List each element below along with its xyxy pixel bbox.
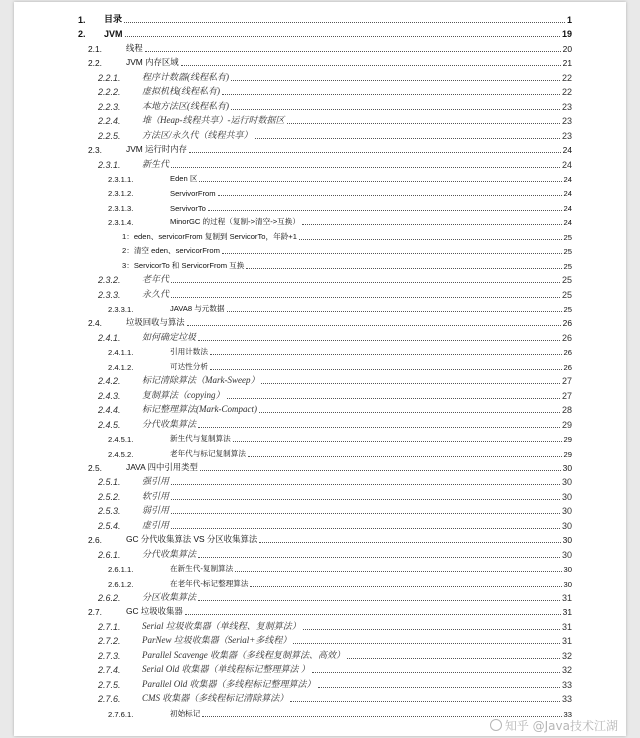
toc-dot-leader: [318, 686, 560, 688]
toc-entry[interactable]: [88, 143, 572, 155]
toc-dot-leader: [171, 483, 560, 485]
toc-dot-leader: [198, 426, 560, 428]
toc-entry-title: Parallel Old 收集器（多线程标记整理算法）: [142, 678, 316, 689]
toc-entry[interactable]: [98, 663, 572, 675]
toc-entry-page: 25: [563, 232, 572, 242]
toc-entry-title: 如何确定垃圾: [142, 331, 197, 342]
toc-entry-title: 分区收集算法: [142, 592, 197, 602]
toc-entry[interactable]: [98, 389, 572, 401]
toc-dot-leader: [222, 252, 562, 254]
toc-entry[interactable]: [98, 591, 572, 603]
toc-dot-leader: [187, 324, 561, 326]
toc-entry[interactable]: [108, 432, 572, 444]
toc-entry[interactable]: [108, 215, 572, 227]
toc-entry-number: 2.7.5.: [98, 679, 121, 690]
toc-entry-title: GC 垃圾收集器: [126, 606, 183, 617]
toc-entry-page: 29: [563, 435, 572, 445]
toc-entry-page: 19: [561, 29, 572, 40]
toc-entry-number: 2.7.2.: [98, 636, 121, 647]
toc-entry-number: 2：: [122, 246, 134, 256]
toc-entry-page: 25: [561, 289, 572, 300]
toc-entry-title: 老年代: [142, 274, 170, 285]
toc-entry-number: 2.4.1.1.: [108, 348, 134, 358]
toc-entry[interactable]: [78, 13, 572, 25]
toc-entry-title: 本地方法区(线程私有): [142, 100, 229, 111]
toc-entry-number: 2.2.4.: [98, 116, 121, 127]
toc-entry-page: 28: [561, 405, 572, 416]
toc-entry-title: 强引用: [142, 476, 170, 487]
toc-entry-page: 1: [566, 15, 572, 25]
toc-dot-leader: [347, 657, 560, 659]
toc-entry-number: 2.5.2.: [98, 491, 121, 502]
toc-entry-title: 在新生代-复制算法: [170, 564, 234, 574]
toc-entry-title: 永久代: [142, 288, 170, 299]
toc-entry[interactable]: [122, 230, 572, 242]
toc-entry-title: 初始标记: [170, 708, 201, 718]
toc-entry[interactable]: [98, 649, 572, 661]
toc-entry-page: 25: [561, 275, 572, 286]
toc-entry-page: 24: [562, 145, 572, 156]
toc-entry-page: 25: [563, 247, 572, 257]
toc-entry-title: 线程: [126, 42, 143, 53]
toc-entry-page: 29: [563, 449, 572, 459]
toc-dot-leader: [222, 93, 560, 95]
toc-entry-number: 2.7.: [88, 607, 102, 618]
toc-entry-title: GC 分代收集算法 VS 分区收集算法: [126, 534, 258, 545]
toc-entry[interactable]: [88, 42, 572, 54]
toc-entry-page: 30: [561, 491, 572, 502]
toc-entry[interactable]: [88, 56, 572, 68]
toc-entry[interactable]: [98, 475, 572, 487]
toc-entry-number: 2.3.1.2.: [108, 189, 134, 199]
toc-entry[interactable]: [88, 316, 572, 328]
toc-entry[interactable]: [108, 172, 572, 184]
toc-entry-title: 分代收集算法: [142, 418, 197, 429]
toc-dot-leader: [181, 64, 561, 66]
toc-entry-page: 33: [561, 694, 572, 705]
toc-entry[interactable]: [98, 273, 572, 285]
toc-entry[interactable]: [108, 447, 572, 459]
toc-entry[interactable]: [78, 27, 572, 39]
toc-dot-leader: [259, 541, 560, 543]
toc-entry-page: 23: [561, 101, 572, 112]
toc-entry-number: 2.4.5.: [98, 419, 121, 430]
toc-entry-title: MinorGC 的过程（复制->清空->互换）: [170, 217, 300, 227]
toc-entry-title: 老年代与标记复制算法: [170, 448, 246, 458]
toc-dot-leader: [189, 151, 561, 153]
toc-entry[interactable]: [108, 562, 572, 574]
toc-entry[interactable]: [98, 692, 572, 704]
toc-dot-leader: [218, 194, 562, 196]
toc-entry-page: 26: [561, 332, 572, 343]
toc-entry-number: 2.4.3.: [98, 390, 121, 401]
toc-dot-leader: [124, 21, 565, 23]
toc-entry-number: 2.2.3.: [98, 101, 121, 112]
toc-entry-page: 26: [563, 348, 572, 358]
toc-dot-leader: [312, 671, 560, 673]
toc-entry-title: 清空 eden、servicorFrom: [133, 246, 220, 256]
toc-entry[interactable]: [122, 244, 572, 256]
toc-entry-number: 2.4.5.1.: [108, 435, 134, 445]
toc-entry-page: 31: [561, 621, 572, 632]
toc-entry-number: 2.5.: [88, 462, 102, 473]
toc-dot-leader: [145, 50, 561, 52]
toc-dot-leader: [231, 79, 560, 81]
toc-dot-leader: [171, 498, 560, 500]
toc-entry-number: 2.3.: [88, 145, 102, 156]
toc-dot-leader: [171, 512, 560, 514]
toc-dot-leader: [171, 527, 560, 529]
toc-entry-title: JAVA 四中引用类型: [126, 461, 198, 472]
toc-entry-title: 目录: [104, 14, 123, 24]
toc-dot-leader: [235, 570, 561, 572]
toc-entry[interactable]: [98, 418, 572, 430]
toc-entry[interactable]: [98, 403, 572, 415]
toc-entry-title: JVM: [104, 29, 123, 40]
toc-entry-number: 2.2.1.: [98, 72, 121, 83]
toc-entry-number: 2.5.1.: [98, 477, 121, 488]
toc-entry-page: 23: [561, 116, 572, 127]
toc-entry-number: 3：: [122, 260, 134, 270]
toc-entry[interactable]: [98, 374, 572, 386]
toc-dot-leader: [198, 339, 560, 341]
toc-entry[interactable]: [108, 360, 572, 372]
toc-entry-title: 标记清除算法（Mark-Sweep）: [142, 375, 260, 386]
toc-entry-number: 1.: [78, 15, 86, 25]
toc-dot-leader: [208, 209, 562, 211]
toc-entry-page: 33: [561, 679, 572, 690]
toc-entry-number: 2.: [78, 29, 86, 40]
toc-entry-title: ParNew 垃圾收集器（Serial+多线程）: [142, 635, 292, 646]
toc-entry[interactable]: [122, 259, 572, 271]
toc-entry-title: eden、servicorFrom 复制到 ServicorTo，年龄+1: [133, 231, 297, 241]
toc-entry-title: ServivorFrom: [170, 189, 216, 199]
toc-entry-title: Serial 垃圾收集器（单线程、复制算法）: [142, 620, 301, 631]
toc-entry-title: 新生代与复制算法: [170, 434, 231, 444]
watermark: 知乎 @Java技术江湖: [490, 717, 618, 734]
toc-entry-page: 30: [562, 535, 572, 546]
toc-entry[interactable]: [108, 302, 572, 314]
toc-entry-page: 30: [561, 477, 572, 488]
toc-entry-number: 2.3.3.: [98, 289, 121, 300]
toc-dot-leader: [259, 411, 560, 413]
toc-entry-title: 新生代: [142, 158, 170, 169]
toc-entry-number: 2.2.5.: [98, 130, 121, 141]
toc-entry-number: 2.7.3.: [98, 650, 121, 661]
toc-entry-number: 2.4.1.2.: [108, 362, 134, 372]
toc-entry-number: 2.4.: [88, 318, 102, 329]
toc-entry-page: 25: [563, 305, 572, 314]
toc-entry-page: 21: [562, 58, 572, 69]
toc-entry[interactable]: [98, 634, 572, 646]
toc-entry-number: 2.4.4.: [98, 405, 121, 416]
toc-entry-page: 32: [561, 650, 572, 661]
toc-entry[interactable]: [88, 605, 572, 617]
toc-entry-page: 24: [563, 189, 572, 199]
toc-entry-title: JAVA8 与元数据: [170, 304, 225, 313]
toc-dot-leader: [171, 166, 560, 168]
toc-entry[interactable]: [108, 201, 572, 213]
toc-entry-number: 2.7.6.: [98, 694, 121, 705]
toc-entry-number: 2.3.1.: [98, 159, 121, 170]
toc-dot-leader: [302, 223, 562, 225]
toc-dot-leader: [287, 122, 560, 124]
toc-dot-leader: [198, 599, 560, 601]
toc-entry-title: ServicorTo 和 ServicorFrom 互换: [133, 260, 245, 270]
toc-entry-title: 在老年代-标记整理算法: [170, 578, 249, 588]
toc-entry-number: 2.7.6.1.: [108, 709, 134, 719]
toc-entry-title: 弱引用: [142, 505, 170, 516]
toc-entry-title: 垃圾回收与算法: [126, 317, 185, 328]
toc-entry-title: 堆（Heap-线程共享）-运行时数据区: [142, 115, 285, 126]
toc-entry-title: 复制算法（copying）: [142, 389, 225, 400]
toc-dot-leader: [299, 238, 562, 240]
toc-dot-leader: [255, 137, 560, 139]
toc-entry-number: 2.4.5.2.: [108, 449, 134, 459]
toc-entry[interactable]: [88, 533, 572, 545]
toc-entry-title: 标记整理算法(Mark-Compact): [142, 404, 257, 415]
toc-dot-leader: [303, 628, 560, 630]
toc-entry-number: 2.6.1.: [98, 549, 121, 560]
toc-entry-page: 26: [562, 318, 572, 329]
toc-dot-leader: [261, 382, 560, 384]
toc-dot-leader: [210, 353, 562, 355]
toc-entry-number: 2.6.1.2.: [108, 579, 134, 589]
toc-entry-page: 31: [561, 636, 572, 647]
toc-dot-leader: [227, 310, 562, 312]
toc-dot-leader: [171, 296, 560, 298]
toc-entry-page: 24: [561, 159, 572, 170]
toc-entry-page: 24: [563, 203, 572, 213]
toc-entry[interactable]: [108, 186, 572, 198]
toc-entry-number: 2.3.3.1.: [108, 305, 134, 314]
toc-entry[interactable]: [108, 345, 572, 357]
toc-entry-page: 25: [563, 261, 572, 271]
toc-entry[interactable]: [98, 71, 572, 83]
toc-entry-title: 虚引用: [142, 519, 170, 530]
toc-entry[interactable]: [98, 504, 572, 516]
toc-entry[interactable]: [98, 519, 572, 531]
toc-entry-title: CMS 收集器（多线程标记清除算法）: [142, 693, 289, 704]
toc-dot-leader: [233, 440, 562, 442]
toc-entry[interactable]: [98, 288, 572, 300]
toc-entry-number: 1：: [122, 231, 134, 241]
toc-entry-title: 分代收集算法: [142, 548, 197, 559]
toc-entry-page: 30: [561, 520, 572, 531]
toc-entry-title: Parallel Scavenge 收集器（多线程复制算法、高效）: [142, 649, 345, 660]
toc-entry-number: 2.3.2.: [98, 275, 121, 286]
toc-dot-leader: [227, 397, 560, 399]
toc-entry-number: 2.5.4.: [98, 520, 121, 531]
toc-entry-page: 27: [561, 390, 572, 401]
toc-dot-leader: [185, 613, 561, 615]
toc-dot-leader: [290, 700, 560, 702]
toc-entry-number: 2.3.1.4.: [108, 218, 134, 228]
toc-entry-number: 2.7.1.: [98, 621, 121, 632]
toc-dot-leader: [293, 642, 560, 644]
toc-dot-leader: [210, 368, 562, 370]
toc-dot-leader: [250, 585, 561, 587]
toc-entry-page: 30: [561, 549, 572, 560]
toc-entry-number: 2.3.1.1.: [108, 174, 134, 184]
toc-entry[interactable]: [98, 129, 572, 141]
toc-dot-leader: [246, 267, 561, 269]
toc-entry-page: 22: [561, 72, 572, 83]
toc-dot-leader: [171, 281, 560, 283]
toc-entry-page: 23: [561, 130, 572, 141]
toc-entry-number: 2.3.1.3.: [108, 203, 134, 213]
toc-entry-page: 24: [563, 218, 572, 228]
toc-entry-page: 30: [563, 565, 572, 575]
toc-entry-title: 软引用: [142, 490, 170, 501]
toc-entry-number: 2.7.4.: [98, 665, 121, 676]
toc-entry[interactable]: [98, 490, 572, 502]
toc-entry-title: 方法区/永久代（线程共享）: [142, 129, 253, 140]
toc-entry-page: 32: [561, 665, 572, 676]
toc-entry[interactable]: [88, 461, 572, 473]
toc-entry-page: 30: [562, 462, 572, 473]
toc-entry-page: 31: [561, 593, 572, 603]
toc-entry-title: 虚拟机栈(线程私有): [142, 86, 220, 97]
toc-entry[interactable]: [98, 158, 572, 170]
zhihu-logo-icon: [490, 719, 502, 731]
toc-entry-number: 2.5.3.: [98, 506, 121, 517]
toc-entry-number: 2.1.: [88, 43, 102, 54]
toc-entry[interactable]: [108, 577, 572, 589]
toc-entry-page: 24: [563, 174, 572, 184]
toc-dot-leader: [248, 455, 562, 457]
toc-entry-title: 可达性分析: [170, 361, 208, 371]
toc-entry-number: 2.6.: [88, 535, 102, 546]
toc-dot-leader: [125, 35, 560, 37]
toc-entry[interactable]: [98, 548, 572, 560]
toc-dot-leader: [231, 108, 560, 110]
toc-dot-leader: [199, 180, 561, 182]
toc-entry-title: Serial Old 收集器（单线程标记整理算法 ）: [142, 664, 310, 675]
toc-entry[interactable]: [98, 678, 572, 690]
toc-dot-leader: [200, 469, 561, 471]
toc-entry[interactable]: [98, 331, 572, 343]
toc-entry-title: 引用计数法: [170, 347, 208, 357]
toc-entry-title: JVM 内存区域: [126, 57, 179, 68]
toc-entry-page: 30: [563, 579, 572, 589]
toc-entry[interactable]: [98, 620, 572, 632]
toc-entry-page: 26: [563, 362, 572, 372]
toc-entry-number: 2.2.2.: [98, 87, 121, 98]
toc-entry-title: JVM 运行时内存: [126, 144, 187, 155]
toc-entry-number: 2.4.2.: [98, 376, 121, 387]
toc-entry-number: 2.2.: [88, 58, 102, 69]
toc-entry-page: 31: [562, 607, 572, 618]
toc-entry[interactable]: [98, 100, 572, 112]
toc-entry-page: 29: [561, 419, 572, 430]
toc-entry[interactable]: [98, 85, 572, 97]
toc-entry[interactable]: [98, 114, 572, 126]
toc-dot-leader: [198, 556, 560, 558]
toc-entry-number: 2.4.1.: [98, 332, 121, 343]
toc-entry-number: 2.6.2.: [98, 593, 121, 603]
toc-entry-title: ServivorTo: [170, 203, 206, 213]
toc-entry-page: 30: [561, 506, 572, 517]
document-page: [14, 2, 626, 736]
toc-entry-page: 33: [563, 709, 572, 719]
toc-entry-title: Eden 区: [170, 173, 198, 183]
toc-entry-title: 程序计数器(线程私有): [142, 71, 229, 82]
toc-entry-page: 27: [561, 376, 572, 387]
toc-entry-page: 20: [562, 43, 572, 54]
toc-entry-page: 22: [561, 87, 572, 98]
toc-entry-number: 2.6.1.1.: [108, 565, 134, 575]
